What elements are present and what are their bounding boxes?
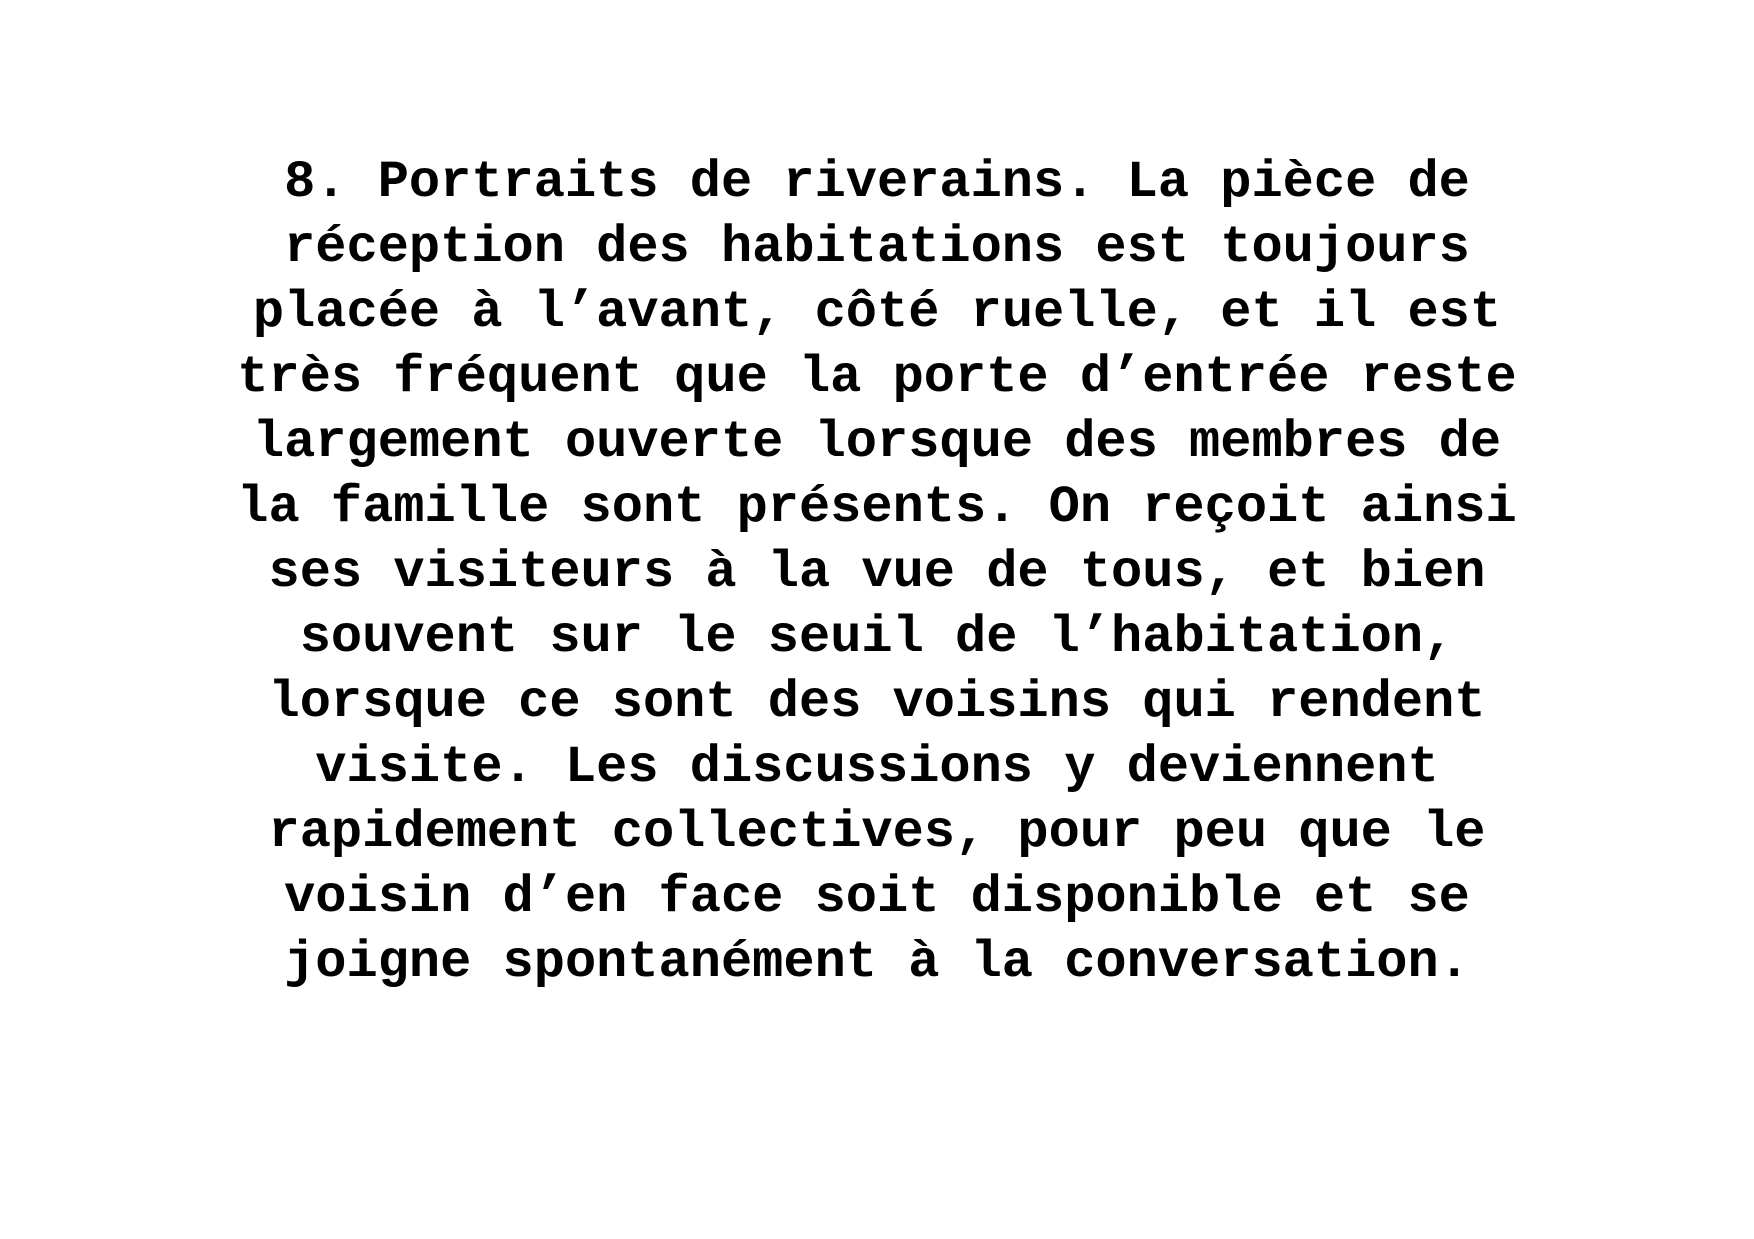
caption-line: la famille sont présents. On reçoit ainsi	[237, 478, 1517, 537]
caption-line: rapidement collectives, pour peu que le	[268, 803, 1486, 862]
caption-line: placée à l’avant, côté ruelle, et il est	[252, 283, 1502, 342]
caption-line: très fréquent que la porte d’entrée reste	[237, 348, 1517, 407]
caption-paragraph	[0, 150, 1754, 995]
caption-line: ses visiteurs à la vue de tous, et bien	[268, 543, 1486, 602]
caption-line: largement ouverte lorsque des membres de	[252, 413, 1502, 472]
caption-line: lorsque ce sont des voisins qui rendent	[268, 673, 1486, 732]
caption-line: souvent sur le seuil de l’habitation,	[299, 608, 1455, 667]
caption-line: visite. Les discussions y deviennent	[315, 738, 1439, 797]
caption-line: 8. Portraits de riverains. La pièce de	[284, 153, 1470, 212]
caption-line: joigne spontanément à la conversation.	[284, 933, 1470, 992]
caption-line: voisin d’en face soit disponible et se	[284, 868, 1470, 927]
caption-line: réception des habitations est toujours	[284, 218, 1470, 277]
